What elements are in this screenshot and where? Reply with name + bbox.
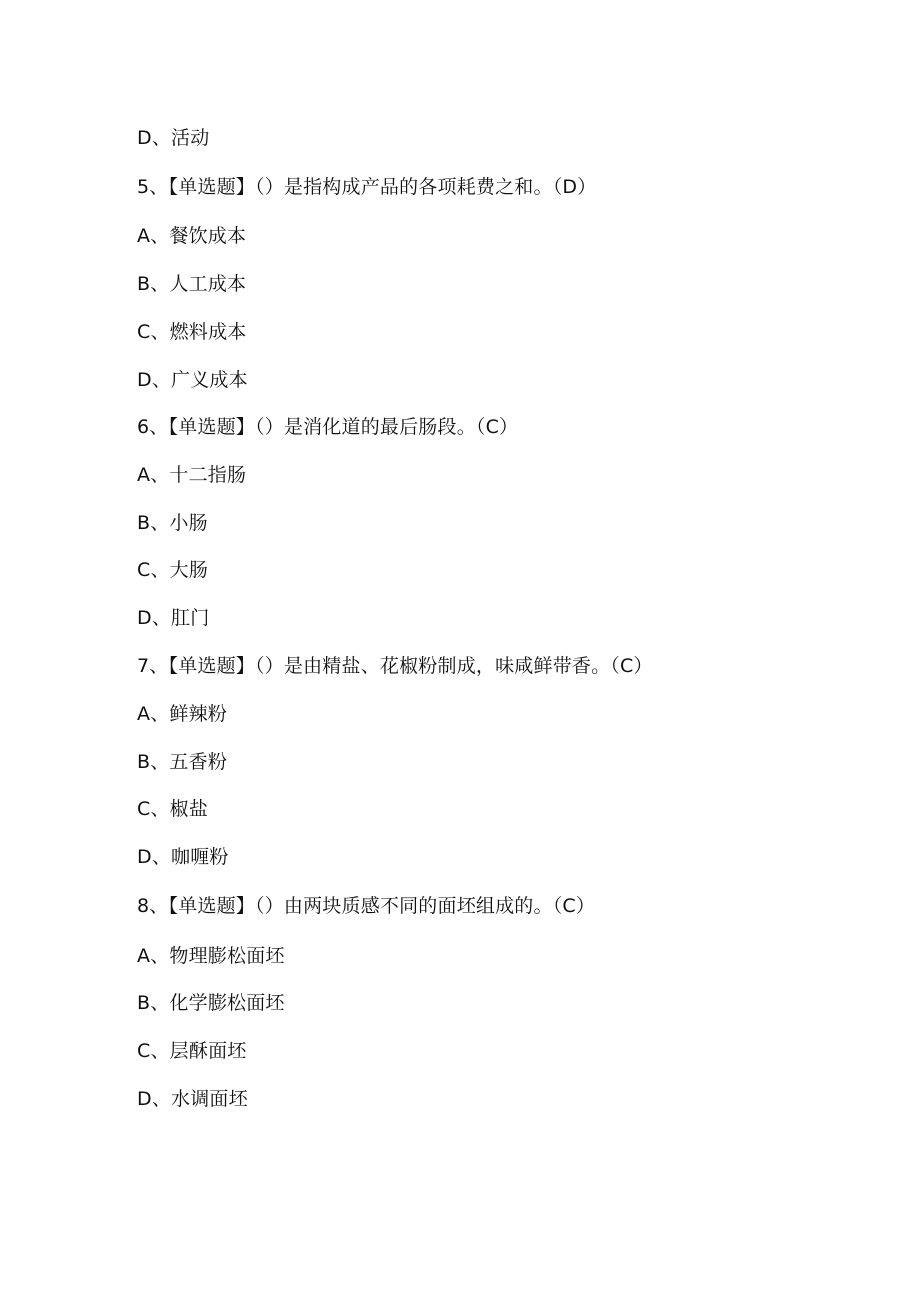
option-q6-d: D、肛门 — [137, 607, 210, 629]
question-5: 5、【单选题】（）是指构成产品的各项耗费之和。（D） — [137, 176, 597, 198]
option-q5-b: B、人工成本 — [137, 273, 247, 295]
option-q6-a: A、十二指肠 — [137, 464, 247, 486]
option-q8-b: B、化学膨松面坯 — [137, 992, 285, 1014]
option-q6-c: C、大肠 — [137, 559, 209, 581]
option-q6-b: B、小肠 — [137, 512, 208, 534]
option-q8-a: A、物理膨松面坯 — [137, 945, 285, 967]
option-q7-d: D、咖喱粉 — [137, 846, 229, 868]
option-q8-d: D、水调面坯 — [137, 1088, 248, 1110]
option-q4-d: D、活动 — [137, 127, 210, 149]
option-q5-c: C、燃料成本 — [137, 321, 247, 343]
option-q5-a: A、餐饮成本 — [137, 225, 247, 247]
option-q5-d: D、广义成本 — [137, 369, 248, 391]
question-8: 8、【单选题】（）由两块质感不同的面坯组成的。（C） — [137, 895, 596, 917]
option-q8-c: C、层酥面坯 — [137, 1040, 247, 1062]
question-7: 7、【单选题】（）是由精盐、花椒粉制成，味咸鲜带香。（C） — [137, 655, 653, 677]
option-q7-b: B、五香粉 — [137, 751, 228, 773]
question-6: 6、【单选题】（）是消化道的最后肠段。（C） — [137, 416, 519, 438]
option-q7-c: C、椒盐 — [137, 798, 209, 820]
option-q7-a: A、鲜辣粉 — [137, 703, 227, 725]
